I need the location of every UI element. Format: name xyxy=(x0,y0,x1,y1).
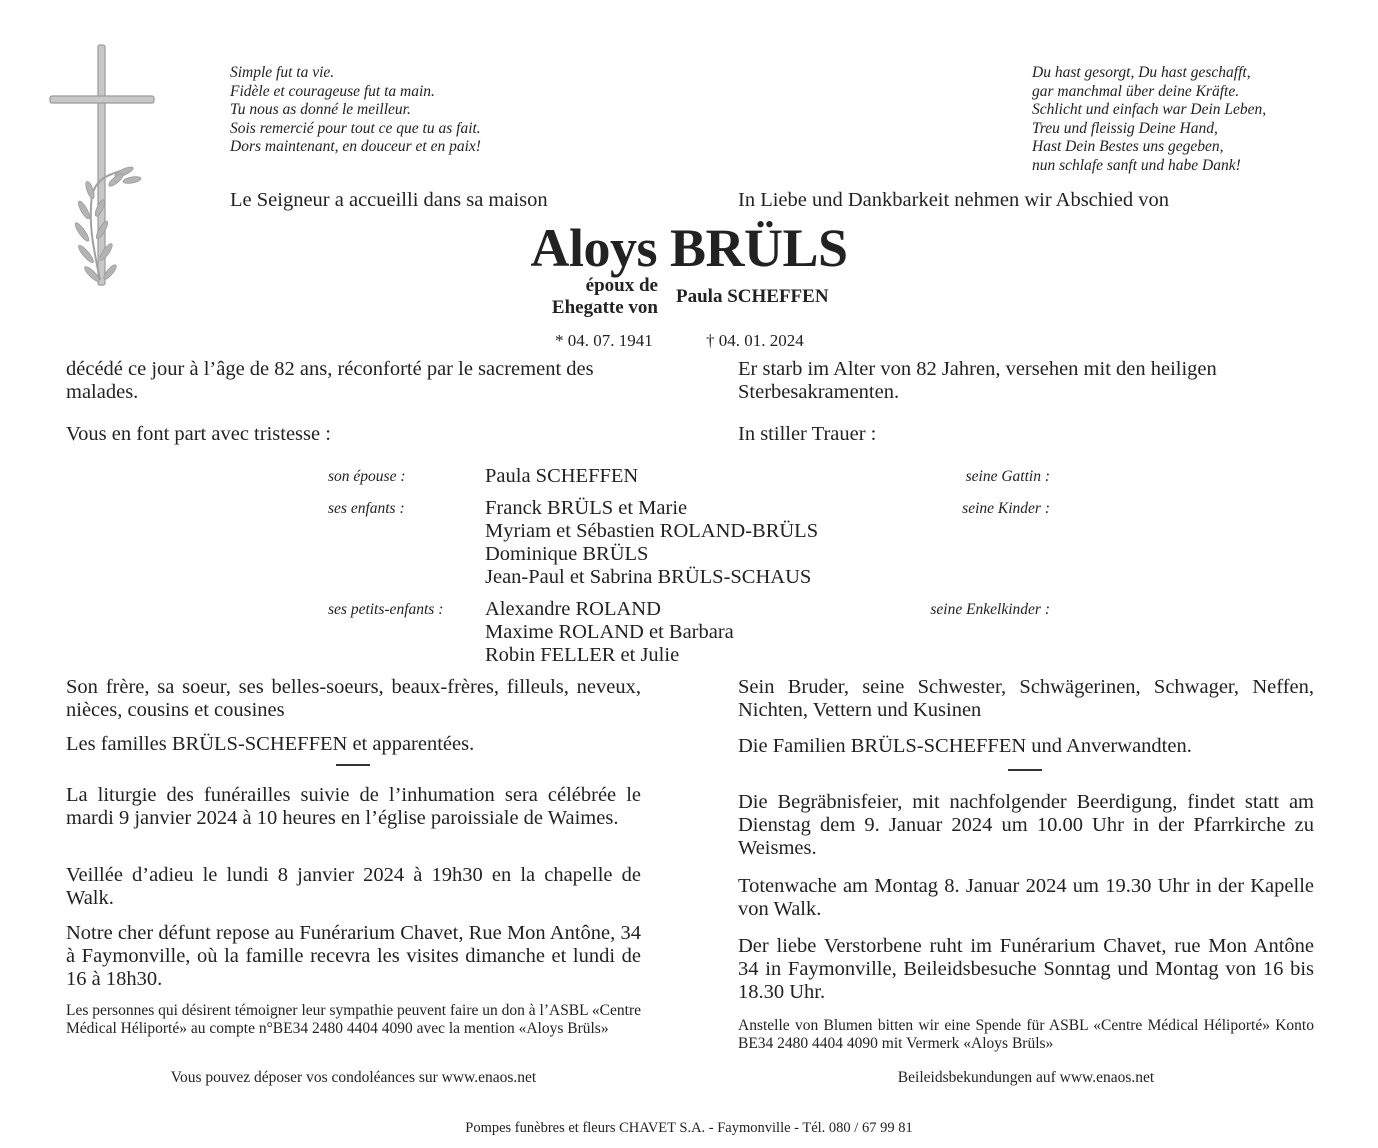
relative-name: Myriam et Sébastien ROLAND-BRÜLS xyxy=(485,520,819,542)
rest-french: Notre cher défunt repose au Funérarium Chavet, Rue Mon Antône, 34 à Faymonville, où la famille recevra les visites dimanche et lundi de 16 à 18h30. xyxy=(66,922,641,990)
poem-line: Du hast gesorgt, Du hast geschafft, xyxy=(1032,64,1251,81)
spouse-label-french: époux de xyxy=(585,275,658,296)
funeral-german: Die Begräbnisfeier, mit nachfolgender Beerdigung, findet statt am Dienstag dem 9. Januar 2024 um 10.00 Uhr in der Pfarrkirche zu Weismes. xyxy=(738,791,1314,859)
relative-name: Alexandre ROLAND xyxy=(485,598,661,620)
relative-name: Jean-Paul et Sabrina BRÜLS-SCHAUS xyxy=(485,566,812,588)
poem-line: Schlicht und einfach war Dein Leben, xyxy=(1032,101,1267,118)
condolences-german: Beileidsbekundungen auf www.enaos.net xyxy=(897,1069,1155,1086)
poem-line: Fidèle et courageuse fut ta main. xyxy=(230,82,435,100)
spouse-label-german: Ehegatte von xyxy=(551,297,658,318)
relative-name: Franck BRÜLS et Marie xyxy=(485,497,688,519)
relative-names xyxy=(485,598,734,667)
footer-undertaker: Pompes funèbres et fleurs CHAVET S.A. - Faymonville - Tél. 080 / 67 99 81 xyxy=(465,1120,913,1136)
relative-names xyxy=(485,465,638,488)
death-text-german: Er starb im Alter von 82 Jahren, versehen mit den heiligen Sterbesakramenten. xyxy=(738,358,1217,403)
vigil-french: Veillée d’adieu le lundi 8 janvier 2024 à 19h30 en la chapelle de Walk. xyxy=(66,864,641,909)
poem-line: Simple fut ta vie. xyxy=(230,64,335,81)
donation-german: Anstelle von Blumen bitten wir eine Spende für ASBL «Centre Médical Héliporté» Konto BE34 2480 4404 4090 mit Vermerk «Aloys Brüls» xyxy=(738,1017,1314,1052)
deceased-name: Aloys BRÜLS xyxy=(530,218,848,278)
separator-german xyxy=(1008,769,1042,771)
death-text-french: décédé ce jour à l’âge de 82 ans, réconforté par le sacrement des malades. xyxy=(66,358,594,403)
intro-german: In Liebe und Dankbarkeit nehmen wir Abschied von xyxy=(738,189,1169,211)
funeral-french: La liturgie des funérailles suivie de l’inhumation sera célébrée le mardi 9 janvier 2024 à 10 heures en l’église paroissiale de Waimes. xyxy=(66,784,641,829)
announce-french: Vous en font part avec tristesse : xyxy=(66,423,331,445)
relative-name: Paula SCHEFFEN xyxy=(485,465,639,487)
relative-name: Maxime ROLAND et Barbara xyxy=(485,621,734,643)
poem-line: gar manchmal über deine Kräfte. xyxy=(1032,82,1240,100)
relative-label-german: seine Kinder : xyxy=(962,500,1050,517)
poem-line: Treu und fleissig Deine Hand, xyxy=(1032,119,1218,137)
separator-french xyxy=(336,764,370,766)
relative-label-french: ses petits-enfants : xyxy=(328,601,444,618)
relative-label-french: son épouse : xyxy=(328,468,406,485)
siblings-french: Son frère, sa soeur, ses belles-soeurs, beaux-frères, filleuls, neveux, nièces, cousins et cousines xyxy=(66,676,641,721)
condolences-french: Vous pouvez déposer vos condoléances sur www.enaos.net xyxy=(170,1069,537,1086)
poem-line: Tu nous as donné le meilleur. xyxy=(230,101,411,118)
rest-german: Der liebe Verstorbene ruht im Funérarium Chavet, rue Mon Antône 34 in Faymonville, Beileidsbesuche Sonntag und Montag von 16 bis 18.30 Uhr. xyxy=(738,935,1314,1003)
relative-label-german: seine Gattin : xyxy=(965,468,1050,485)
relative-name: Dominique BRÜLS xyxy=(485,543,649,565)
vigil-german: Totenwache am Montag 8. Januar 2024 um 19.30 Uhr in der Kapelle von Walk. xyxy=(738,875,1314,920)
poem-french xyxy=(230,64,481,157)
families-french: Les familles BRÜLS-SCHEFFEN et apparentées. xyxy=(66,733,475,755)
relative-name: Robin FELLER et Julie xyxy=(485,644,680,666)
relative-names xyxy=(485,497,818,589)
death-date: † 04. 01. 2024 xyxy=(706,331,804,350)
poem-line: Hast Dein Bestes uns gegeben, xyxy=(1032,138,1224,155)
poem-line: nun schlafe sanft und habe Dank! xyxy=(1032,156,1241,174)
poem-line: Dors maintenant, en douceur et en paix! xyxy=(230,138,481,155)
announce-german: In stiller Trauer : xyxy=(738,423,877,445)
relative-label-german: seine Enkelkinder : xyxy=(930,601,1050,618)
poem-line: Sois remercié pour tout ce que tu as fait. xyxy=(230,119,481,137)
spouse-labels xyxy=(480,275,658,319)
poem-german xyxy=(1032,64,1266,175)
relative-label-french: ses enfants : xyxy=(328,500,405,517)
siblings-german: Sein Bruder, seine Schwester, Schwägerinen, Schwager, Neffen, Nichten, Vettern und Kusinen xyxy=(738,676,1314,721)
families-german: Die Familien BRÜLS-SCHEFFEN und Anverwandten. xyxy=(738,735,1192,757)
birth-date: * 04. 07. 1941 xyxy=(555,331,653,350)
intro-french: Le Seigneur a accueilli dans sa maison xyxy=(230,189,548,211)
spouse-name: Paula SCHEFFEN xyxy=(676,286,829,307)
donation-french: Les personnes qui désirent témoigner leur sympathie peuvent faire un don à l’ASBL «Centre Médical Héliporté» au compte n°BE34 2480 4404 4090 avec la mention «Aloys Brüls» xyxy=(66,1002,641,1037)
